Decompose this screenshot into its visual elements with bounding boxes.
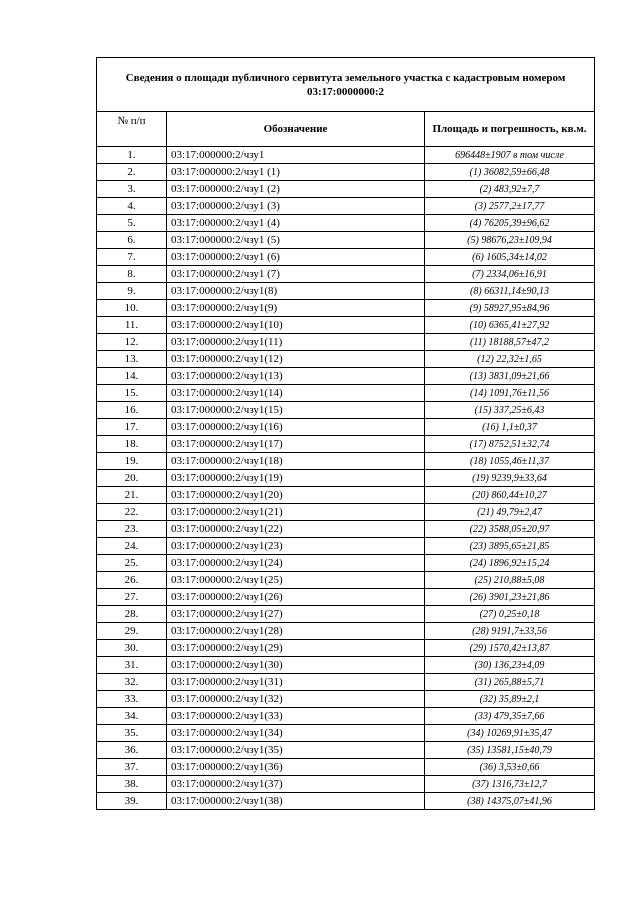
table-row <box>97 266 595 283</box>
table-row <box>97 538 595 555</box>
row-number: 30. <box>97 640 167 657</box>
row-area: (5) 98676,23±109,94 <box>425 232 595 249</box>
table-row <box>97 181 595 198</box>
row-designation: 03:17:000000:2/чзу1(30) <box>167 657 425 674</box>
row-area: (37) 1316,73±12,7 <box>425 776 595 793</box>
row-number: 18. <box>97 436 167 453</box>
row-designation: 03:17:000000:2/чзу1(38) <box>167 793 425 810</box>
row-number: 4. <box>97 198 167 215</box>
row-area: (22) 3588,05±20,97 <box>425 521 595 538</box>
row-area: (30) 136,23±4,09 <box>425 657 595 674</box>
row-area: (24) 1896,92±15,24 <box>425 555 595 572</box>
table-row <box>97 606 595 623</box>
table-row <box>97 487 595 504</box>
table-row <box>97 402 595 419</box>
document-sheet <box>96 57 594 810</box>
row-area: (11) 18188,57±47,2 <box>425 334 595 351</box>
row-designation: 03:17:000000:2/чзу1(8) <box>167 283 425 300</box>
table-row <box>97 147 595 164</box>
row-designation: 03:17:000000:2/чзу1(36) <box>167 759 425 776</box>
table-title-row <box>97 58 595 112</box>
row-designation: 03:17:000000:2/чзу1(15) <box>167 402 425 419</box>
row-number: 21. <box>97 487 167 504</box>
table-row <box>97 283 595 300</box>
table-header-row <box>97 112 595 147</box>
row-area: (29) 1570,42±13,87 <box>425 640 595 657</box>
row-number: 15. <box>97 385 167 402</box>
row-number: 11. <box>97 317 167 334</box>
table-title: Сведения о площади публичного сервитута земельного участка с кадастровым номером 03:17:0000000:2 <box>97 58 595 112</box>
easement-area-table <box>96 57 595 810</box>
row-designation: 03:17:000000:2/чзу1(24) <box>167 555 425 572</box>
row-designation: 03:17:000000:2/чзу1 (1) <box>167 164 425 181</box>
row-area: (33) 479,35±7,66 <box>425 708 595 725</box>
table-row <box>97 470 595 487</box>
row-area: (27) 0,25±0,18 <box>425 606 595 623</box>
table-row <box>97 317 595 334</box>
table-row <box>97 368 595 385</box>
row-area: (34) 10269,91±35,47 <box>425 725 595 742</box>
row-number: 32. <box>97 674 167 691</box>
row-area: (16) 1,1±0,37 <box>425 419 595 436</box>
row-number: 8. <box>97 266 167 283</box>
row-area: (7) 2334,06±16,91 <box>425 266 595 283</box>
row-designation: 03:17:000000:2/чзу1(32) <box>167 691 425 708</box>
table-row <box>97 453 595 470</box>
row-designation: 03:17:000000:2/чзу1(25) <box>167 572 425 589</box>
row-area: (4) 76205,39±96,62 <box>425 215 595 232</box>
table-row <box>97 674 595 691</box>
row-area: (26) 3901,23±21,86 <box>425 589 595 606</box>
row-number: 37. <box>97 759 167 776</box>
row-number: 13. <box>97 351 167 368</box>
row-designation: 03:17:000000:2/чзу1 (4) <box>167 215 425 232</box>
row-number: 14. <box>97 368 167 385</box>
row-number: 16. <box>97 402 167 419</box>
row-designation: 03:17:000000:2/чзу1(28) <box>167 623 425 640</box>
row-designation: 03:17:000000:2/чзу1(22) <box>167 521 425 538</box>
row-area: (38) 14375,07±41,96 <box>425 793 595 810</box>
row-area: (36) 3,53±0,66 <box>425 759 595 776</box>
row-number: 27. <box>97 589 167 606</box>
column-header-code: Обозначение <box>167 112 425 147</box>
row-area: (12) 22,32±1,65 <box>425 351 595 368</box>
row-area: 696448±1907 в том числе <box>425 147 595 164</box>
row-designation: 03:17:000000:2/чзу1 <box>167 147 425 164</box>
row-area: (35) 13581,15±40,79 <box>425 742 595 759</box>
table-row <box>97 249 595 266</box>
row-number: 17. <box>97 419 167 436</box>
row-area: (13) 3831,09±21,66 <box>425 368 595 385</box>
row-designation: 03:17:000000:2/чзу1(31) <box>167 674 425 691</box>
row-area: (6) 1605,34±14,02 <box>425 249 595 266</box>
row-area: (21) 49,79±2,47 <box>425 504 595 521</box>
row-area: (10) 6365,41±27,92 <box>425 317 595 334</box>
table-row <box>97 657 595 674</box>
row-number: 26. <box>97 572 167 589</box>
row-area: (23) 3895,65±21,85 <box>425 538 595 555</box>
row-designation: 03:17:000000:2/чзу1(20) <box>167 487 425 504</box>
row-number: 22. <box>97 504 167 521</box>
row-designation: 03:17:000000:2/чзу1(16) <box>167 419 425 436</box>
row-area: (8) 66311,14±90,13 <box>425 283 595 300</box>
table-row <box>97 419 595 436</box>
row-area: (15) 337,25±6,43 <box>425 402 595 419</box>
row-number: 2. <box>97 164 167 181</box>
row-number: 19. <box>97 453 167 470</box>
row-number: 31. <box>97 657 167 674</box>
row-number: 39. <box>97 793 167 810</box>
row-area: (28) 9191,7±33,56 <box>425 623 595 640</box>
row-number: 38. <box>97 776 167 793</box>
row-area: (3) 2577,2±17,77 <box>425 198 595 215</box>
row-area: (17) 8752,51±32,74 <box>425 436 595 453</box>
table-row <box>97 334 595 351</box>
row-number: 12. <box>97 334 167 351</box>
row-designation: 03:17:000000:2/чзу1(34) <box>167 725 425 742</box>
row-number: 3. <box>97 181 167 198</box>
table-row <box>97 232 595 249</box>
row-designation: 03:17:000000:2/чзу1 (3) <box>167 198 425 215</box>
row-area: (2) 483,92±7,7 <box>425 181 595 198</box>
row-area: (19) 9239,9±33,64 <box>425 470 595 487</box>
row-designation: 03:17:000000:2/чзу1(19) <box>167 470 425 487</box>
table-row <box>97 164 595 181</box>
row-designation: 03:17:000000:2/чзу1 (6) <box>167 249 425 266</box>
row-number: 1. <box>97 147 167 164</box>
table-row <box>97 725 595 742</box>
row-area: (14) 1091,76±11,56 <box>425 385 595 402</box>
table-row <box>97 742 595 759</box>
table-row <box>97 776 595 793</box>
row-number: 25. <box>97 555 167 572</box>
row-designation: 03:17:000000:2/чзу1(23) <box>167 538 425 555</box>
row-designation: 03:17:000000:2/чзу1 (5) <box>167 232 425 249</box>
table-row <box>97 436 595 453</box>
table-row <box>97 640 595 657</box>
table-row <box>97 385 595 402</box>
table-row <box>97 504 595 521</box>
row-designation: 03:17:000000:2/чзу1(33) <box>167 708 425 725</box>
table-row <box>97 555 595 572</box>
column-header-area: Площадь и погрешность, кв.м. <box>425 112 595 147</box>
table-row <box>97 759 595 776</box>
row-number: 23. <box>97 521 167 538</box>
row-area: (31) 265,88±5,71 <box>425 674 595 691</box>
table-row <box>97 708 595 725</box>
row-number: 9. <box>97 283 167 300</box>
row-designation: 03:17:000000:2/чзу1(37) <box>167 776 425 793</box>
table-row <box>97 691 595 708</box>
row-designation: 03:17:000000:2/чзу1(12) <box>167 351 425 368</box>
row-number: 29. <box>97 623 167 640</box>
row-designation: 03:17:000000:2/чзу1(14) <box>167 385 425 402</box>
row-number: 20. <box>97 470 167 487</box>
row-area: (9) 58927,95±84,96 <box>425 300 595 317</box>
row-designation: 03:17:000000:2/чзу1(9) <box>167 300 425 317</box>
row-designation: 03:17:000000:2/чзу1 (2) <box>167 181 425 198</box>
row-designation: 03:17:000000:2/чзу1(21) <box>167 504 425 521</box>
row-area: (25) 210,88±5,08 <box>425 572 595 589</box>
row-designation: 03:17:000000:2/чзу1(35) <box>167 742 425 759</box>
row-area: (32) 35,89±2,1 <box>425 691 595 708</box>
row-designation: 03:17:000000:2/чзу1(29) <box>167 640 425 657</box>
row-number: 7. <box>97 249 167 266</box>
table-row <box>97 215 595 232</box>
table-row <box>97 351 595 368</box>
row-number: 5. <box>97 215 167 232</box>
row-designation: 03:17:000000:2/чзу1 (7) <box>167 266 425 283</box>
row-number: 36. <box>97 742 167 759</box>
row-number: 24. <box>97 538 167 555</box>
row-number: 34. <box>97 708 167 725</box>
row-number: 33. <box>97 691 167 708</box>
row-designation: 03:17:000000:2/чзу1(11) <box>167 334 425 351</box>
table-row <box>97 300 595 317</box>
row-number: 35. <box>97 725 167 742</box>
row-area: (20) 860,44±10,27 <box>425 487 595 504</box>
table-row <box>97 198 595 215</box>
row-designation: 03:17:000000:2/чзу1(27) <box>167 606 425 623</box>
table-row <box>97 589 595 606</box>
table-row <box>97 521 595 538</box>
row-designation: 03:17:000000:2/чзу1(18) <box>167 453 425 470</box>
table-row <box>97 623 595 640</box>
row-number: 28. <box>97 606 167 623</box>
table-row <box>97 572 595 589</box>
column-header-num: № п/п <box>97 112 167 147</box>
row-number: 6. <box>97 232 167 249</box>
table-row <box>97 793 595 810</box>
row-designation: 03:17:000000:2/чзу1(26) <box>167 589 425 606</box>
row-number: 10. <box>97 300 167 317</box>
row-designation: 03:17:000000:2/чзу1(10) <box>167 317 425 334</box>
row-designation: 03:17:000000:2/чзу1(17) <box>167 436 425 453</box>
row-designation: 03:17:000000:2/чзу1(13) <box>167 368 425 385</box>
row-area: (1) 36082,59±66,48 <box>425 164 595 181</box>
row-area: (18) 1055,46±11,37 <box>425 453 595 470</box>
